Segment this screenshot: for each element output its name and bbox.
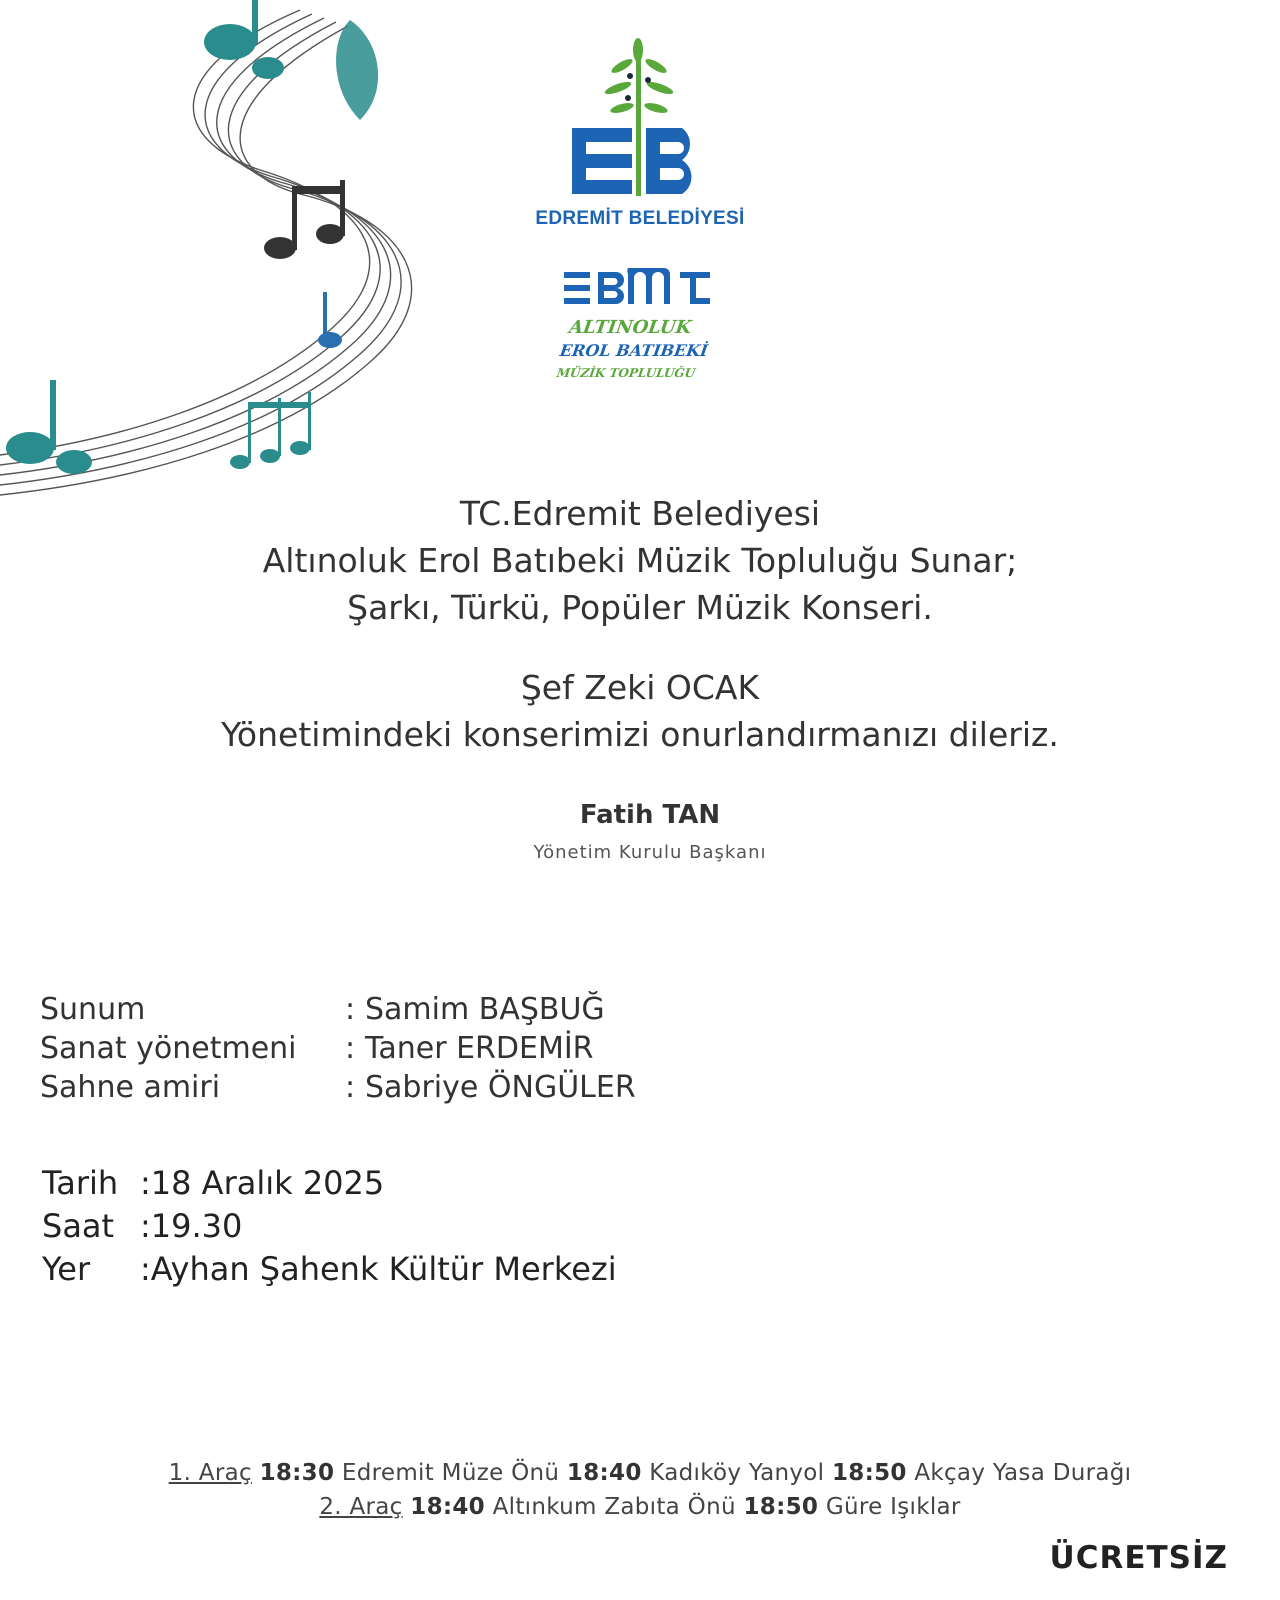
shuttle-label: 2. Araç [319,1494,403,1520]
shuttle-stop: Kadıköy Yanyol [649,1460,825,1486]
event-value: :19.30 [140,1207,243,1245]
heading-line: Altınoluk Erol Batıbeki Müzik Topluluğu Sunar; [262,541,1018,580]
shuttle-time: 18:40 [410,1494,485,1520]
event-info [42,1162,617,1291]
credit-separator: : [345,992,356,1027]
event-row [42,1205,617,1248]
credit-label: Sanat yönetmeni [40,1031,297,1066]
shuttle-label: 1. Araç [168,1460,252,1486]
event-value: :Ayhan Şahenk Kültür Merkezi [140,1250,617,1288]
shuttle-line [0,1490,1280,1524]
shuttle-stop: Güre Işıklar [825,1494,961,1520]
event-label: Saat [42,1207,115,1245]
invitation-text [0,664,1280,758]
credit-row [40,990,636,1029]
heading-line: TC.Edremit Belediyesi [459,494,821,533]
shuttle-time: 18:40 [566,1460,642,1486]
olive-branch-icon [570,36,710,206]
ebmt-sub-line: MÜZİK TOPLULUĞU [555,366,697,380]
heading-line: Şarkı, Türkü, Popüler Müzik Konseri. [347,588,933,627]
shuttle-stop: Edremit Müze Önü [341,1460,560,1486]
free-admission-label: ÜCRETSİZ [1049,1540,1228,1576]
shuttle-line [0,1456,1280,1490]
credit-separator: : [345,1031,356,1066]
shuttle-stop: Altınkum Zabıta Önü [492,1494,736,1520]
ebmt-logo [564,268,714,308]
shuttle-time: 18:50 [743,1494,819,1520]
credit-separator: : [345,1070,356,1105]
shuttle-stop: Akçay Yasa Durağı [914,1460,1132,1486]
signature-name: Fatih TAN [579,800,721,830]
concert-heading [0,490,1280,631]
event-value: :18 Aralık 2025 [140,1164,385,1202]
event-label: Yer [42,1250,91,1288]
shuttle-schedule [0,1456,1280,1524]
signature-title: Yönetim Kurulu Başkanı [533,842,767,863]
event-row [42,1248,617,1291]
edremit-logo-text: EDREMİT BELEDİYESİ [535,208,745,229]
credit-value: Samim BAŞBUĞ [365,992,605,1027]
credit-row [40,1029,636,1068]
ebmt-subtitle [555,316,735,385]
credit-value: Sabriye ÖNGÜLER [365,1070,636,1105]
credit-value: Taner ERDEMİR [365,1031,594,1066]
shuttle-time: 18:30 [259,1460,335,1486]
music-notes-icon [0,0,460,560]
event-row [42,1162,617,1205]
credit-label: Sahne amiri [40,1070,221,1105]
invitation-line: Yönetimindeki konserimizi onurlandırmanızı dileriz. [221,715,1059,754]
conductor-line: Şef Zeki OCAK [520,668,760,707]
shuttle-time: 18:50 [831,1460,907,1486]
credit-label: Sunum [40,992,146,1027]
credits-list [40,990,636,1107]
ebmt-sub-line: ALTINOLUK [567,317,693,338]
credit-row [40,1068,636,1107]
ebmt-sub-line: EROL BATIBEKİ [558,341,710,360]
event-label: Tarih [42,1164,119,1202]
